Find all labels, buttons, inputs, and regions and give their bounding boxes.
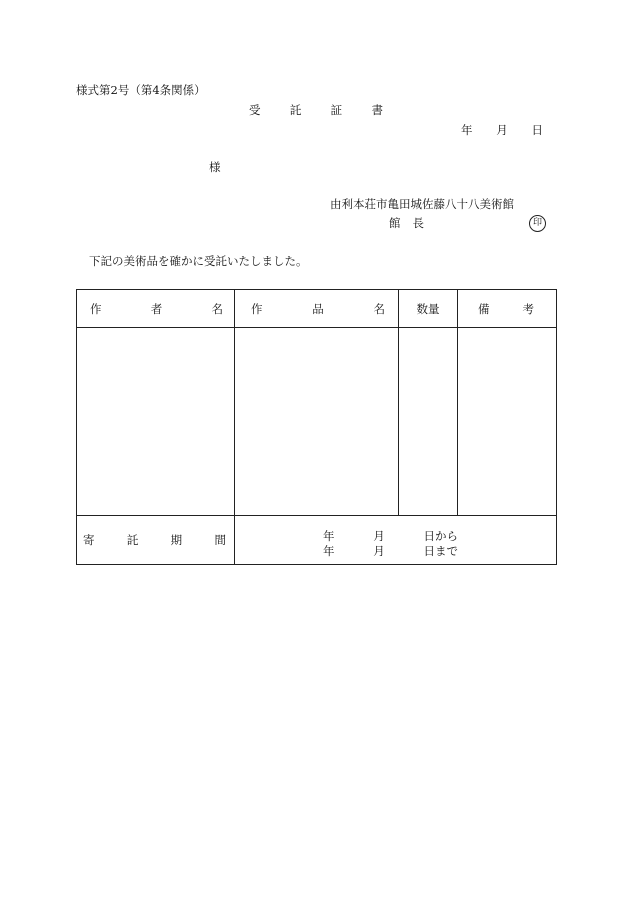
director-char: 長 [412, 216, 424, 230]
period-dates-cell [235, 516, 557, 565]
period-to-line: 年 月 日まで [323, 544, 458, 558]
deposit-table [76, 289, 557, 565]
period-label-cell: 寄 託 期 間 [77, 516, 235, 565]
quantity-cell [399, 328, 458, 516]
table-entry-row [77, 328, 557, 516]
director-char: 館 [389, 216, 401, 230]
header-artwork: 作 品 名 [235, 290, 399, 328]
remarks-cell [458, 328, 557, 516]
issue-date [461, 125, 543, 137]
header-remarks: 備 考 [458, 290, 557, 328]
addressee-suffix: 様 [209, 160, 221, 174]
title-char: 証 [330, 103, 343, 117]
date-month-label: 月 [496, 123, 508, 137]
title-char: 受 [249, 103, 261, 117]
document-title [249, 105, 383, 117]
deposit-period-row [77, 516, 557, 565]
period-from-line: 年 月 日から [323, 529, 458, 543]
statement-text: 下記の美術品を確かに受託いたしました。 [89, 254, 308, 268]
form-number: 様式第2号（第4条関係） [76, 83, 206, 97]
title-char: 書 [371, 103, 383, 117]
date-year-label: 年 [461, 123, 473, 137]
header-quantity: 数量 [399, 290, 458, 328]
header-artist: 作 者 名 [77, 290, 235, 328]
artist-cell [77, 328, 235, 516]
artwork-cell [235, 328, 399, 516]
date-day-label: 日 [531, 123, 543, 137]
title-char: 託 [289, 103, 302, 117]
seal-mark: 印 [529, 215, 546, 232]
institution-name: 由利本荘市亀田城佐藤八十八美術館 [330, 197, 514, 211]
table-header-row [77, 290, 557, 328]
director-title [389, 218, 424, 230]
